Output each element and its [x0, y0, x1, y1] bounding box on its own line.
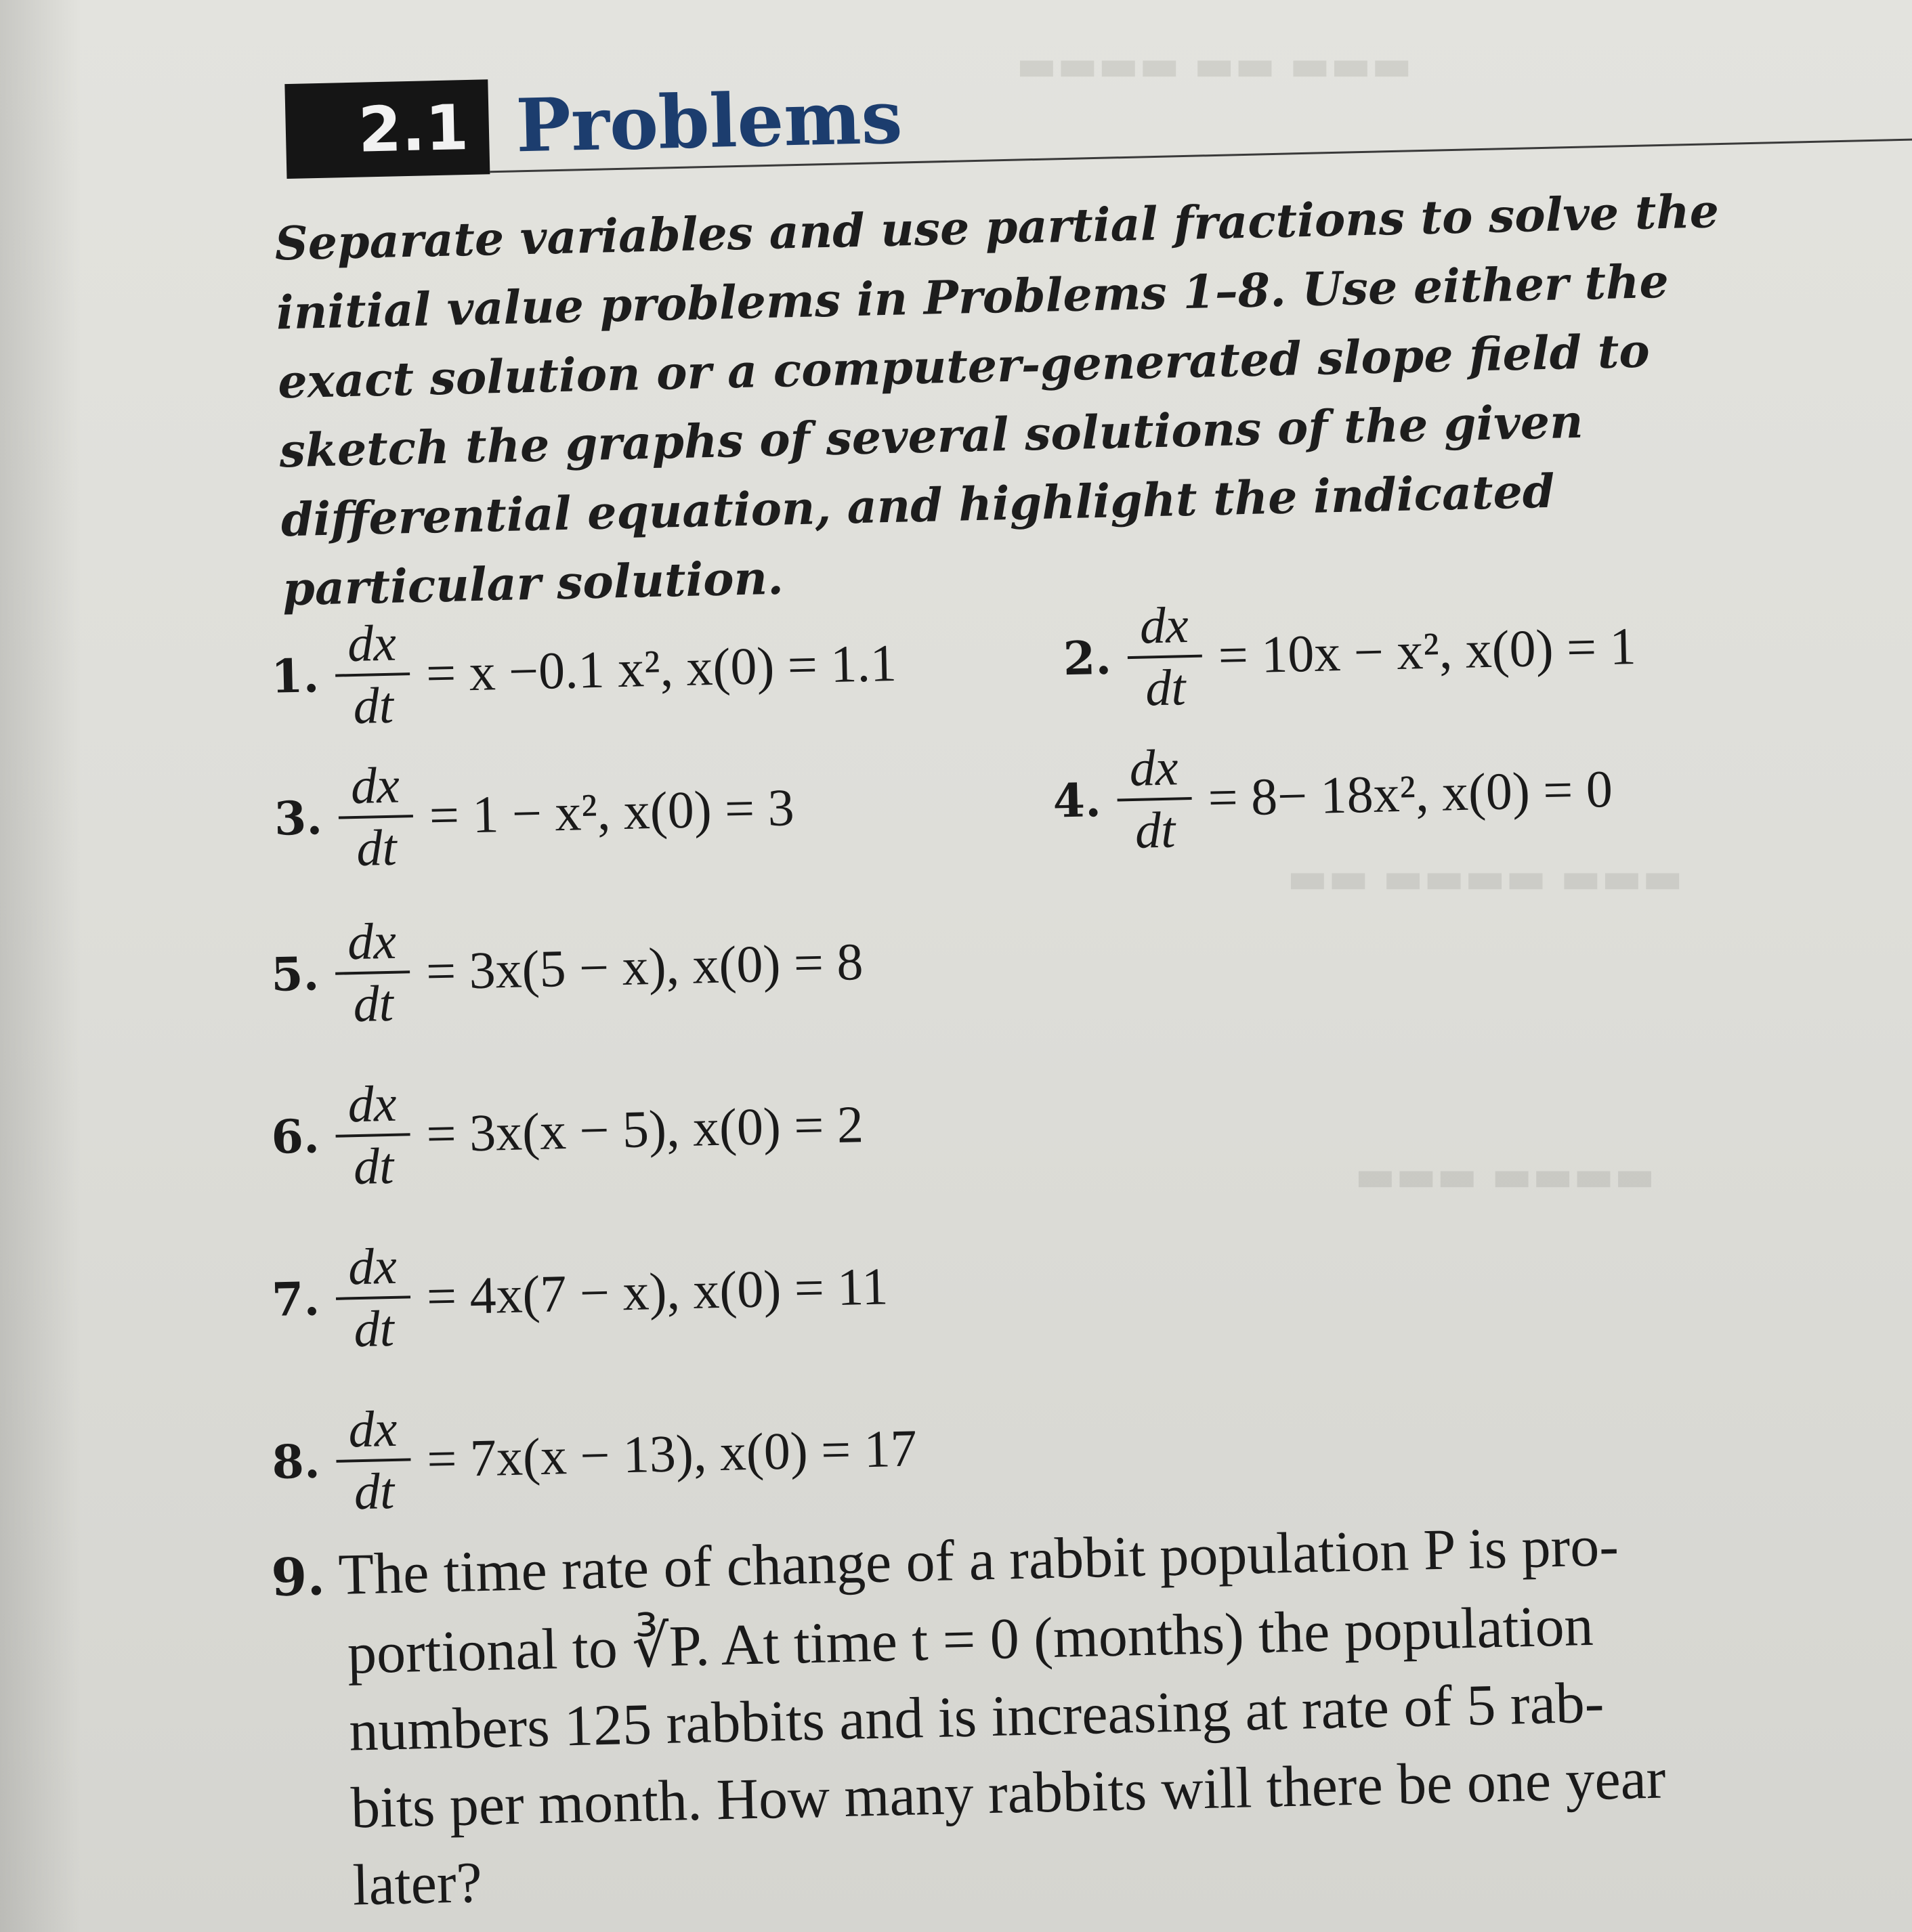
- bleed-through-mark: ▬▬▬ ▬▬ ▬▬▬▬: [1016, 41, 1412, 91]
- problem-number: 3.: [274, 791, 323, 846]
- problem-number: 9.: [270, 1546, 326, 1608]
- fraction-denominator: dt: [356, 819, 398, 877]
- equation-rhs: = 10x − x², x(0) = 1: [1217, 616, 1637, 685]
- problem-7: [270, 1225, 889, 1361]
- problem-number: 4.: [1052, 773, 1102, 829]
- problem-2: [1062, 585, 1638, 720]
- derivative-fraction: [1116, 737, 1193, 861]
- equation-rhs: = 1 − x², x(0) = 3: [428, 777, 795, 845]
- fraction-denominator: dt: [353, 1137, 395, 1196]
- fraction-denominator: dt: [353, 1300, 395, 1358]
- section-number-badge: 2.1: [284, 79, 490, 179]
- problem-9: [270, 1502, 1836, 1925]
- problem-3: [273, 746, 796, 880]
- bleed-through-mark: ▬▬▬▬ ▬▬▬: [1355, 1151, 1655, 1201]
- fraction-denominator: dt: [352, 974, 394, 1033]
- equation-rhs: = 4x(7 − x), x(0) = 11: [426, 1256, 889, 1326]
- fraction-numerator: dx: [347, 614, 397, 673]
- fraction-numerator: dx: [347, 1075, 398, 1134]
- fraction-numerator: dx: [347, 912, 397, 971]
- equation-rhs: = 7x(x − 13), x(0) = 17: [426, 1418, 918, 1488]
- problem-4: [1052, 728, 1614, 863]
- derivative-fraction: [1126, 595, 1204, 718]
- problem-9-line: numbers 125 rabbits and is increasing at rate of 5 rab-: [348, 1669, 1605, 1763]
- problem-number: 6.: [270, 1109, 320, 1165]
- instructions-paragraph: Separate variables and use partial fractions to solve the initial value problems in Problems 1–8. Use either the exact solution or a computer-generated slope field to sketch the graphs of several solutions of the given differential equation, and highlight the indicated particular solution.: [274, 184, 1720, 617]
- problem-6: [270, 1063, 865, 1199]
- fraction-denominator: dt: [1134, 801, 1176, 859]
- derivative-fraction: [337, 755, 415, 878]
- problem-8: [270, 1387, 918, 1524]
- fraction-numerator: dx: [347, 1400, 398, 1459]
- problem-number: 2.: [1062, 630, 1112, 687]
- fraction-numerator: dx: [347, 1237, 398, 1296]
- equation-rhs: = x −0.1 x², x(0) = 1.1: [425, 632, 897, 703]
- derivative-fraction: [334, 911, 411, 1034]
- fraction-denominator: dt: [354, 1462, 396, 1521]
- problem-9-line: bits per month. How many rabbits will there be one year: [350, 1745, 1667, 1841]
- problem-9-line: portional to ∛P. At time t = 0 (months) the population: [346, 1592, 1594, 1686]
- section-title: Problems: [515, 74, 904, 169]
- fraction-numerator: dx: [1128, 739, 1179, 798]
- derivative-fraction: [335, 1236, 412, 1359]
- problem-1: [270, 602, 898, 738]
- fraction-numerator: dx: [350, 756, 400, 815]
- problem-number: 5.: [270, 947, 320, 1002]
- bleed-through-mark: ▬▬▬ ▬▬▬▬ ▬▬: [1287, 853, 1683, 903]
- equation-rhs: = 3x(x − 5), x(0) = 2: [425, 1094, 864, 1163]
- problem-number: 1.: [270, 649, 320, 704]
- derivative-fraction: [335, 1398, 412, 1522]
- derivative-fraction: [335, 1073, 412, 1197]
- fraction-numerator: dx: [1139, 597, 1189, 655]
- fraction-denominator: dt: [352, 677, 394, 735]
- equation-rhs: = 3x(5 − x), x(0) = 8: [425, 932, 864, 1001]
- derivative-fraction: [334, 613, 411, 736]
- page-gutter-shadow: [0, 0, 81, 1932]
- problem-number: 7.: [271, 1272, 320, 1327]
- problem-9-line: later?: [352, 1849, 483, 1918]
- problem-number: 8.: [271, 1434, 321, 1490]
- problem-9-text: The time rate of change of a rabbit population P is pro-: [337, 1512, 1619, 1607]
- problem-5: [270, 901, 864, 1036]
- equation-rhs: = 8− 18x², x(0) = 0: [1207, 758, 1613, 828]
- fraction-denominator: dt: [1145, 659, 1187, 717]
